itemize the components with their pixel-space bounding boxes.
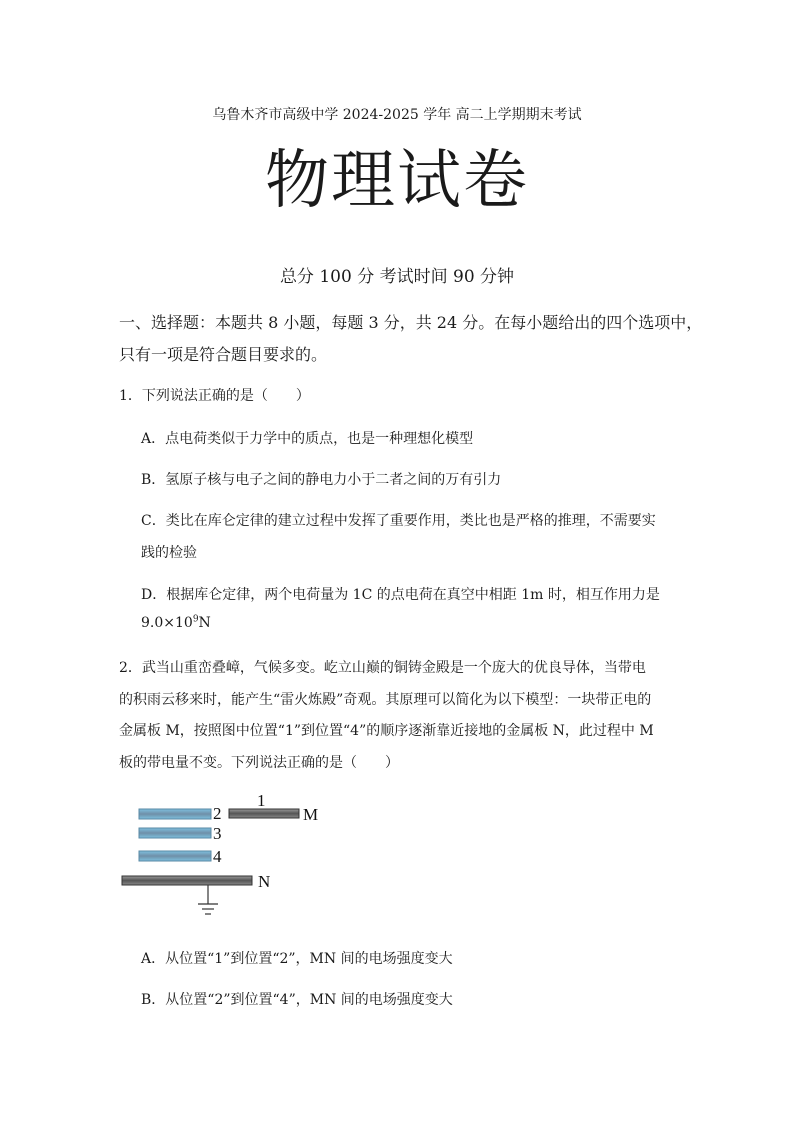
label-position-2: 2 bbox=[213, 804, 222, 823]
exam-subtitle: 总分 100 分 考试时间 90 分钟 bbox=[279, 267, 515, 287]
label-position-4: 4 bbox=[213, 847, 222, 866]
question-1-option-c-line-2: 践的检验 bbox=[141, 545, 197, 561]
question-1-option-b: B．氢原子核与电子之间的静电力小于二者之间的万有引力 bbox=[141, 472, 502, 488]
question-2-option-a: A．从位置“1”到位置“2”，MN 间的电场强度变大 bbox=[141, 951, 453, 967]
plate-position-3 bbox=[139, 828, 211, 838]
force-value-base: 9.0×10 bbox=[141, 615, 193, 631]
question-2-line-4: 板的带电量不变。下列说法正确的是（ ） bbox=[119, 755, 399, 771]
page-title: 物理试卷 bbox=[265, 144, 529, 218]
question-1-stem: 1．下列说法正确的是（ ） bbox=[119, 388, 310, 404]
plate-position-4 bbox=[139, 851, 211, 861]
question-2-line-2: 的积雨云移来时，能产生“雷火炼殿”奇观。其原理可以简化为以下模型：一块带正电的 bbox=[119, 692, 652, 708]
question-2-line-3: 金属板 M，按照图中位置“1”到位置“4”的顺序逐渐靠近接地的金属板 N，此过程中 M bbox=[119, 723, 654, 739]
label-plate-m: M bbox=[303, 805, 319, 824]
exam-header: 乌鲁木齐市高级中学 2024-2025 学年 高二上学期期末考试 bbox=[212, 107, 582, 123]
force-unit: N bbox=[198, 615, 211, 631]
section-instructions-line-1: 一、选择题：本题共 8 小题，每题 3 分，共 24 分。在每小题给出的四个选项中， bbox=[119, 313, 703, 332]
question-1-option-d-line-2 bbox=[141, 615, 211, 631]
plate-m-position-1 bbox=[229, 809, 299, 818]
label-position-1: 1 bbox=[257, 791, 266, 810]
plate-position-2 bbox=[139, 809, 211, 819]
question-1-option-c-line-1: C．类比在库仑定律的建立过程中发挥了重要作用，类比也是严格的推理，不需要实 bbox=[141, 513, 656, 529]
question-1-option-d-line-1: D．根据库仑定律，两个电荷量为 1C 的点电荷在真空中相距 1m 时，相互作用力是 bbox=[141, 587, 660, 603]
question-2-option-b: B．从位置“2”到位置“4”，MN 间的电场强度变大 bbox=[141, 992, 453, 1008]
capacitor-plates-figure bbox=[118, 790, 358, 925]
label-position-3: 3 bbox=[213, 824, 222, 843]
label-plate-n: N bbox=[258, 872, 271, 891]
force-value-exponent: 9 bbox=[192, 614, 199, 625]
question-2-line-1: 2．武当山重峦叠嶂，气候多变。屹立山巅的铜铸金殿是一个庞大的优良导体，当带电 bbox=[119, 660, 646, 676]
plate-n bbox=[122, 876, 252, 885]
question-1-option-a: A．点电荷类似于力学中的质点，也是一种理想化模型 bbox=[141, 431, 474, 447]
section-instructions-line-2: 只有一项是符合题目要求的。 bbox=[119, 345, 328, 364]
